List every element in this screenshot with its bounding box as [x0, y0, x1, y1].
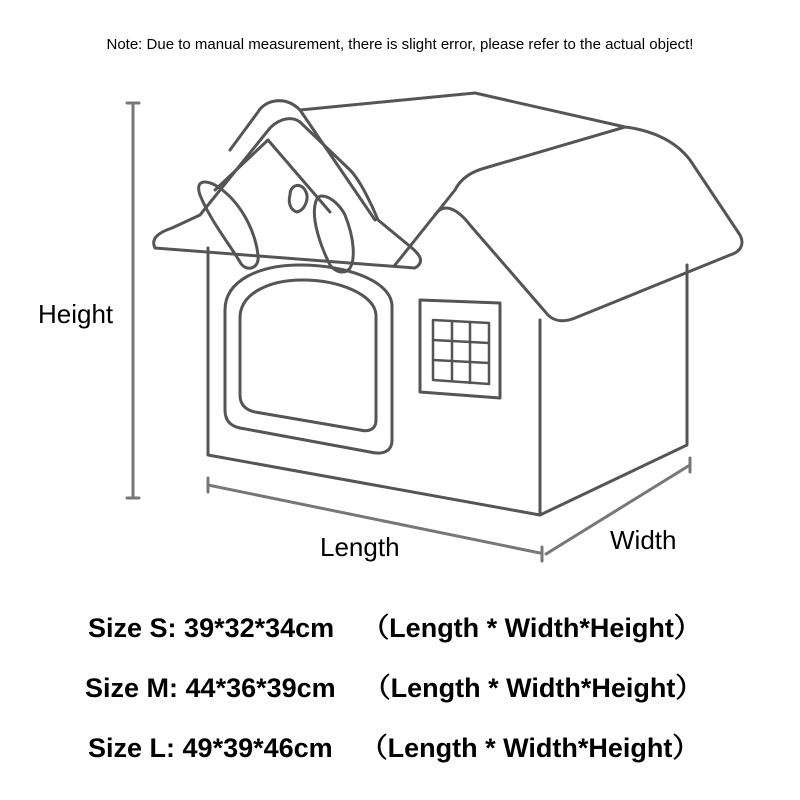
size-name: Size M:	[85, 673, 179, 703]
measurement-note: Note: Due to manual measurement, there is slight error, please refer to the actual object!	[106, 36, 694, 53]
length-label: Length	[320, 532, 400, 562]
roof	[154, 93, 742, 321]
size-row-m	[85, 666, 702, 705]
door-opening	[225, 265, 392, 453]
size-dims: 44*36*39cm	[185, 673, 336, 703]
size-row-s	[88, 606, 701, 645]
width-label: Width	[610, 525, 677, 555]
size-dims: 49*39*46cm	[182, 733, 333, 763]
window	[420, 300, 500, 398]
height-label: Height	[38, 299, 114, 329]
height-dimension-line	[127, 103, 139, 498]
size-name: Size L:	[88, 733, 176, 763]
size-legend: （Length * Width*Height）	[360, 733, 700, 763]
size-name: Size S:	[88, 613, 177, 643]
size-dims: 39*32*34cm	[184, 613, 335, 643]
size-legend: （Length * Width*Height）	[362, 613, 701, 643]
size-legend: （Length * Width*Height）	[363, 673, 703, 703]
house-body	[208, 140, 687, 515]
size-row-l	[88, 726, 699, 765]
